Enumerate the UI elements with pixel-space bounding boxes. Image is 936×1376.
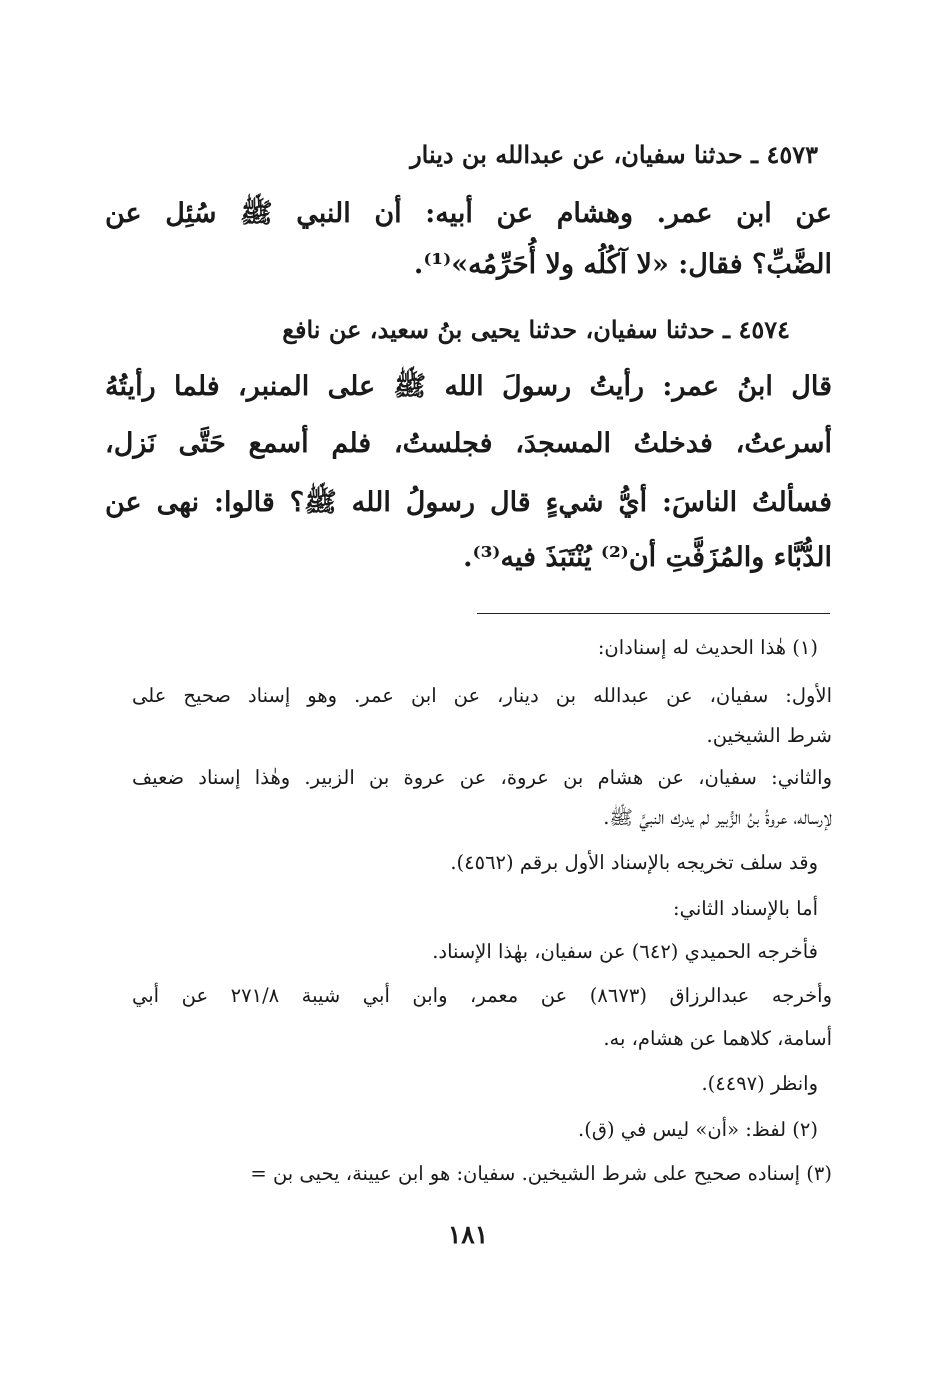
footnote-1-line-9: أسامة، كلاهما عن هشام، به.	[603, 1027, 832, 1050]
footnote-1-line-3: والثاني: سفيان، عن هشام بن عروة، عن عروة بن الزبير. وهٰذا إسناد ضعيف	[132, 766, 832, 789]
hadith-4574-header: ٤٥٧٤ ـ حدثنا سفيان، حدثنا يحيى بنُ سعيد، عن نافع	[282, 315, 790, 344]
footnote-1-line-10: وانظر (٤٤٩٧).	[701, 1072, 818, 1095]
page-number: ١٨١	[447, 1220, 489, 1249]
hadith-4574-line-2: أسرعتُ، فدخلتُ المسجدَ، فجلستُ، فلم أسمع حَتَّى نَزل،	[105, 428, 832, 459]
hadith-4574-line-3: فسألتُ الناسَ: أيُّ شيءٍ قال رسولُ الله ﷺ؟ قالوا: نهى عن	[105, 487, 832, 518]
hadith-4573-header: ٤٥٧٣ ـ حدثنا سفيان، عن عبدالله بن دينار	[410, 140, 818, 169]
footnote-1-line-8: وأخرجه عبدالرزاق (٨٦٧٣) عن معمر، وابن أبي شيبة ٢٧١/٨ عن أبي	[132, 984, 832, 1007]
hadith-4574-line-4: الدُّبَّاء والمُزَفَّتِ أن⁽²⁾ يُنْتَبَذَ فيه⁽³⁾.	[463, 542, 832, 573]
footnote-1-line-6: أما بالإسناد الثاني:	[673, 897, 818, 920]
footnote-3: (٣) إسناده صحيح على شرط الشيخين. سفيان: هو ابن عيينة، يحيى بن =	[250, 1162, 832, 1185]
footnote-1-line-4: لإرساله، عروةُ بنُ الزُّبير لم يدرك النبيَّ ﷺ.	[603, 806, 832, 829]
hadith-4573-line-1: عن ابن عمر. وهشام عن أبيه: أن النبي ﷺ سُئِل عن	[105, 198, 832, 229]
footnote-1-line-1: الأول: سفيان، عن عبدالله بن دينار، عن ابن عمر. وهو إسناد صحيح على	[132, 684, 832, 707]
footnote-separator	[477, 613, 830, 614]
footnote-1-line-2: شرط الشيخين.	[706, 724, 832, 747]
footnote-1-title: (١) هٰذا الحديث له إسنادان:	[597, 636, 818, 659]
footnote-1-line-5: وقد سلف تخريجه بالإسناد الأول برقم (٤٥٦٢).	[450, 851, 818, 874]
hadith-4574-line-1: قال ابنُ عمر: رأيتُ رسولَ الله ﷺ على المنبر، فلما رأيتُهُ	[105, 371, 832, 402]
footnote-1-line-7: فأخرجه الحميدي (٦٤٢) عن سفيان، بهٰذا الإسناد.	[432, 940, 818, 963]
hadith-4573-line-2: الضَّبِّ؟ فقال: «لا آكُلُه ولا أُحَرِّمُه»⁽¹⁾.	[413, 249, 832, 280]
footnote-2: (٢) لفظ: «أن» ليس في (ق).	[578, 1118, 818, 1141]
